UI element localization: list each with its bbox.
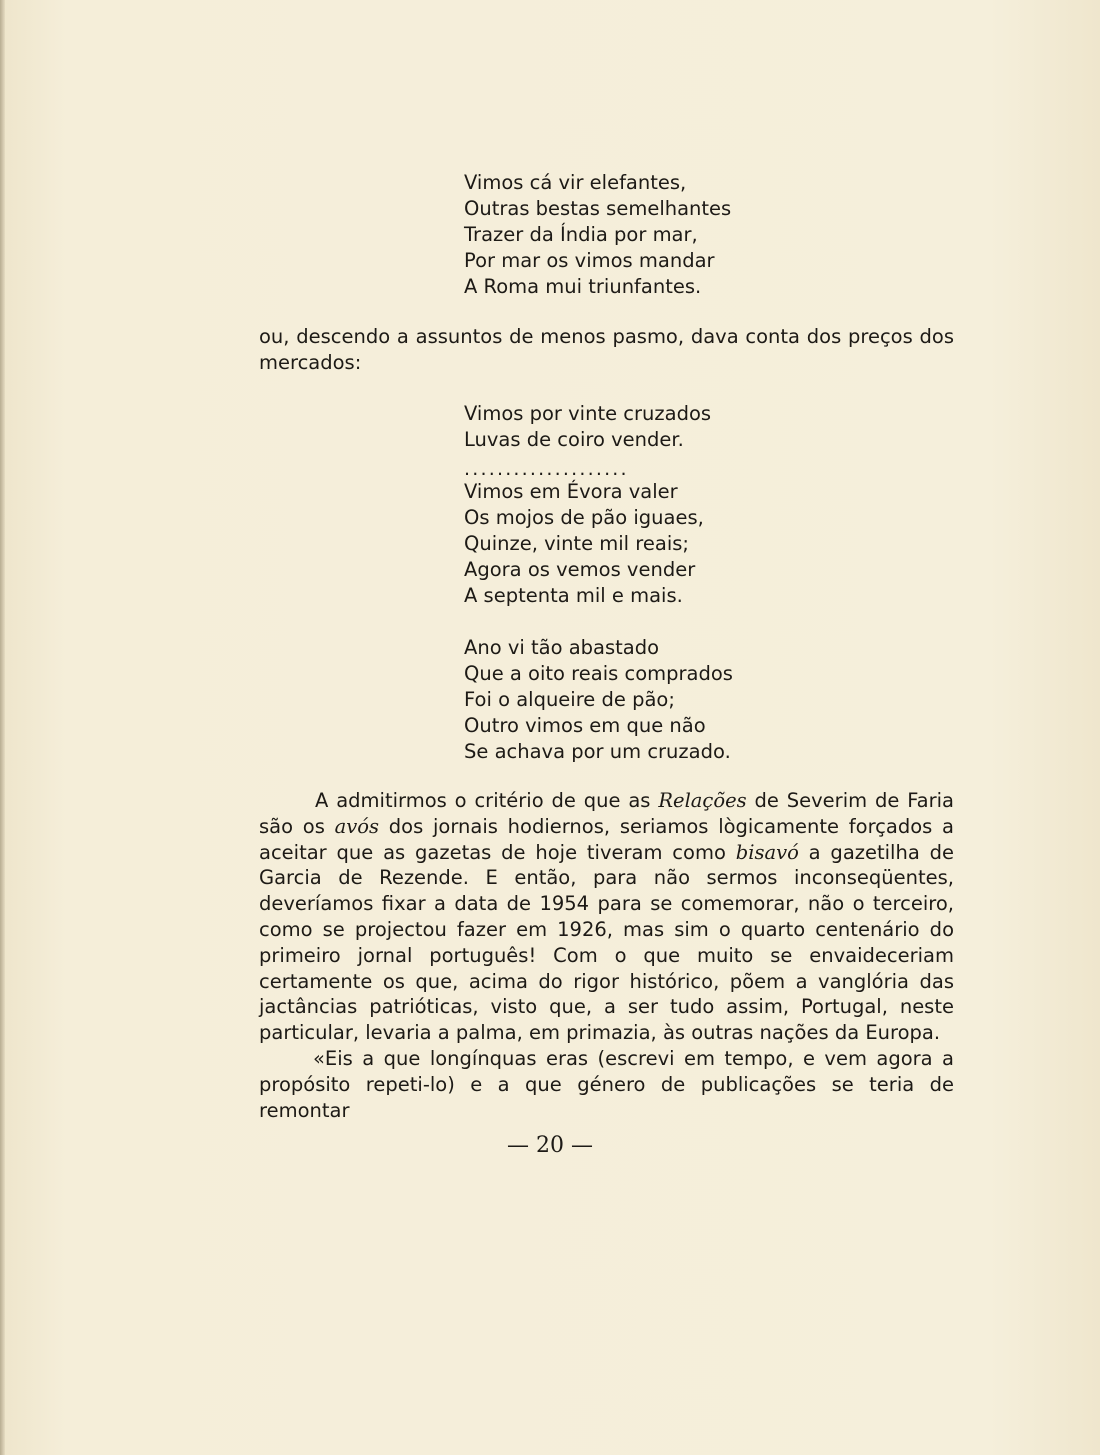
verse-stanza-4 [464, 635, 733, 765]
paragraph-2: «Eis a que longínquas eras (escrevi em tempo, e vem agora a propósito repeti-lo) e a que género de publicações se teria de remontar [259, 1046, 954, 1122]
transition-text: ou, descendo a assuntos de menos pasmo, dava conta dos preços dos mercados: [259, 325, 954, 374]
transition-paragraph [259, 324, 954, 376]
verse-line: Vimos por vinte cruzados [464, 402, 712, 425]
verse-stanza-1 [464, 170, 731, 300]
verse-line: Trazer da Índia por mar, [464, 223, 698, 246]
italic-term: Relações [658, 789, 747, 812]
text-run: A admitirmos o critério de que as [315, 789, 659, 812]
page-edge [0, 0, 5, 1455]
verse-stanza-2 [464, 401, 711, 453]
verse-line: Que a oito reais comprados [464, 662, 733, 685]
text-run: de Severim de Faria são os [259, 789, 954, 838]
verse-line: Ano vi tão abastado [464, 636, 660, 659]
verse-stanza-3 [464, 479, 704, 609]
verse-line: A septenta mil e mais. [464, 584, 683, 607]
italic-term: bisavó [735, 840, 799, 864]
verse-line: Por mar os vimos mandar [464, 249, 715, 272]
verse-line: Se achava por um cruzado. [464, 740, 731, 763]
verse-line: Quinze, vinte mil reais; [464, 532, 689, 555]
body-text [259, 788, 954, 1123]
page-number: — 20 — [507, 1133, 593, 1158]
verse-line: Vimos em Évora valer [464, 480, 678, 503]
text-run: dos jornais hodiernos, seriamos lògicamente forçados a aceitar que as gazetas de hoje tiveram como [259, 814, 954, 864]
paragraph-1 [259, 788, 954, 1046]
italic-term: avós [334, 814, 380, 838]
verse-line: A Roma mui triunfantes. [464, 275, 702, 298]
verse-line: Os mojos de pão iguaes, [464, 506, 704, 529]
verse-line: Luvas de coiro vender. [464, 428, 684, 451]
verse-line: Outro vimos em que não [464, 714, 706, 737]
verse-line: Vimos cá vir elefantes, [464, 171, 687, 194]
ellipsis-dots: .................... [464, 458, 629, 480]
verse-line: Agora os vemos vender [464, 558, 696, 581]
verse-line: Foi o alqueire de pão; [464, 688, 675, 711]
text-run: a gazetilha de Garcia de Rezende. E então, para não sermos inconseqüentes, deveríamos fixar a data de 1954 para se comemorar, não o terceiro, como se projectou fazer em 1926, mas sim o quarto centenário do primeiro jornal português! Com o que muito se envaideceriam certamente os que, acima do rigor histórico, põem a vanglória das jactâncias patrióticas, visto que, a ser tudo assim, Portugal, neste particular, levaria a palma, em primazia, às outras nações da Europa. [259, 840, 954, 1045]
verse-line: Outras bestas semelhantes [464, 197, 732, 220]
